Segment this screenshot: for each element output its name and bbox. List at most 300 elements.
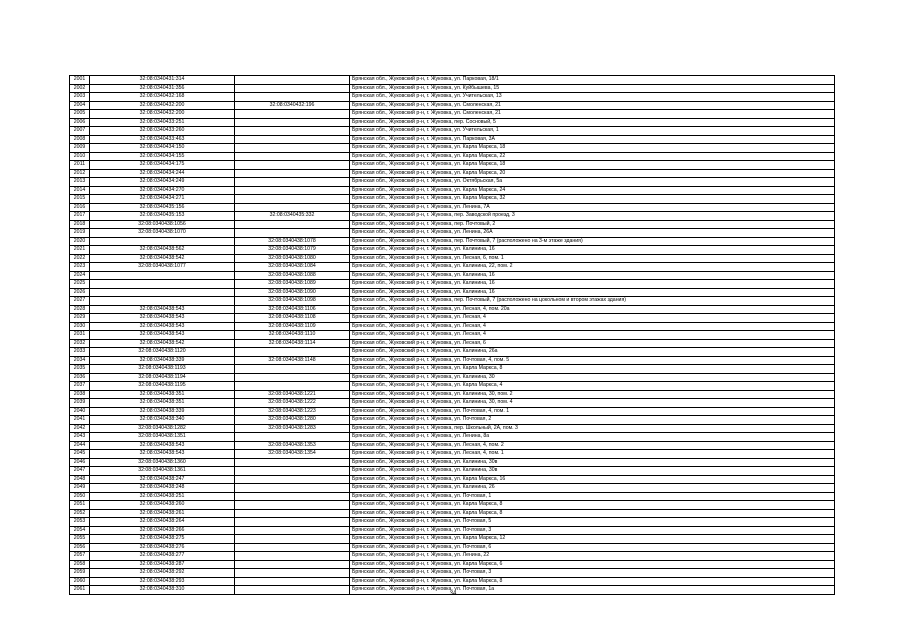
cadastral-number-cell: 32:08:0340438:339 xyxy=(90,356,235,365)
row-number-cell: 2003 xyxy=(70,93,90,102)
cadastral-number-cell xyxy=(90,297,235,306)
parent-cadastral-number-cell: 32:08:0340438:1106 xyxy=(235,305,350,314)
cadastral-number-cell: 32:08:0340434:249 xyxy=(90,178,235,187)
cadastral-number-cell xyxy=(90,237,235,246)
parent-cadastral-number-cell: 32:08:0340438:1098 xyxy=(235,297,350,306)
cadastral-number-cell: 32:08:0340434:271 xyxy=(90,195,235,204)
address-cell: Брянская обл., Жуковский р-н, г. Жуковка, ул. Лесная, 6 xyxy=(350,339,835,348)
address-cell: Брянская обл., Жуковский р-н, г. Жуковка, ул. Почтовая, 3 xyxy=(350,569,835,578)
table-row xyxy=(70,348,835,357)
cadastral-number-cell: 32:08:0340438:562 xyxy=(90,246,235,255)
address-cell: Брянская обл., Жуковский р-н, г. Жуковка, пер. Почтовый, 7 (расположено на цокольном и втором этажах здания) xyxy=(350,297,835,306)
cadastral-number-cell: 32:08:0340438:1193 xyxy=(90,365,235,374)
row-number-cell: 2058 xyxy=(70,560,90,569)
address-cell: Брянская обл., Жуковский р-н, г. Жуковка, ул. Карла Маркса, 22 xyxy=(350,152,835,161)
table-row xyxy=(70,526,835,535)
address-cell: Брянская обл., Жуковский р-н, г. Жуковка, ул. Карла Маркса, 32 xyxy=(350,195,835,204)
parent-cadastral-number-cell xyxy=(235,458,350,467)
table-row xyxy=(70,475,835,484)
parent-cadastral-number-cell: 32:08:0340435:332 xyxy=(235,212,350,221)
address-cell: Брянская обл., Жуковский р-н, г. Жуковка, пер. Школьный, 2А, пом. 3 xyxy=(350,424,835,433)
address-cell: Брянская обл., Жуковский р-н, г. Жуковка, ул. Карла Маркса, 6 xyxy=(350,560,835,569)
address-cell: Брянская обл., Жуковский р-н, г. Жуковка, ул. Почтовая, 4, пом. 5 xyxy=(350,356,835,365)
parent-cadastral-number-cell xyxy=(235,552,350,561)
row-number-cell: 2022 xyxy=(70,254,90,263)
row-number-cell: 2041 xyxy=(70,416,90,425)
address-cell: Брянская обл., Жуковский р-н, г. Жуковка, ул. Ленина, 26А xyxy=(350,229,835,238)
parent-cadastral-number-cell: 32:08:0340438:1114 xyxy=(235,339,350,348)
table-row xyxy=(70,220,835,229)
row-number-cell: 2004 xyxy=(70,101,90,110)
row-number-cell: 2010 xyxy=(70,152,90,161)
address-cell: Брянская обл., Жуковский р-н, г. Жуковка, ул. Калинина, 16 xyxy=(350,280,835,289)
address-cell: Брянская обл., Жуковский р-н, г. Жуковка, ул. Смоленская, 21 xyxy=(350,110,835,119)
row-number-cell: 2046 xyxy=(70,458,90,467)
table-row xyxy=(70,263,835,272)
cadastral-number-cell: 32:08:0340438:1195 xyxy=(90,382,235,391)
table-row xyxy=(70,288,835,297)
row-number-cell: 2033 xyxy=(70,348,90,357)
row-number-cell: 2028 xyxy=(70,305,90,314)
cadastral-number-cell xyxy=(90,271,235,280)
cadastral-number-cell: 32:08:0340438:1282 xyxy=(90,424,235,433)
table-row xyxy=(70,152,835,161)
parent-cadastral-number-cell xyxy=(235,509,350,518)
cadastral-number-cell: 32:08:0340438:261 xyxy=(90,509,235,518)
row-number-cell: 2015 xyxy=(70,195,90,204)
table-row xyxy=(70,322,835,331)
parent-cadastral-number-cell xyxy=(235,144,350,153)
table-row xyxy=(70,280,835,289)
address-cell: Брянская обл., Жуковский р-н, г. Жуковка, ул. Ленина, 7А xyxy=(350,203,835,212)
cadastral-number-cell: 32:08:0340438:1194 xyxy=(90,373,235,382)
address-cell: Брянская обл., Жуковский р-н, г. Жуковка, ул. Карла Маркса, 16 xyxy=(350,475,835,484)
parent-cadastral-number-cell xyxy=(235,560,350,569)
parent-cadastral-number-cell xyxy=(235,543,350,552)
table-row xyxy=(70,169,835,178)
table-row xyxy=(70,407,835,416)
row-number-cell: 2013 xyxy=(70,178,90,187)
address-cell: Брянская обл., Жуковский р-н, г. Жуковка, ул. Карла Маркса, 18 xyxy=(350,161,835,170)
parent-cadastral-number-cell xyxy=(235,84,350,93)
address-cell: Брянская обл., Жуковский р-н, г. Жуковка, ул. Карла Маркса, 8 xyxy=(350,509,835,518)
address-cell: Брянская обл., Жуковский р-н, г. Жуковка, ул. Калинина, 16 xyxy=(350,246,835,255)
parent-cadastral-number-cell: 32:08:0340438:1084 xyxy=(235,263,350,272)
row-number-cell: 2018 xyxy=(70,220,90,229)
table-row xyxy=(70,382,835,391)
row-number-cell: 2049 xyxy=(70,484,90,493)
parent-cadastral-number-cell xyxy=(235,161,350,170)
row-number-cell: 2035 xyxy=(70,365,90,374)
cadastral-number-cell: 32:08:0340438:543 xyxy=(90,450,235,459)
row-number-cell: 2008 xyxy=(70,135,90,144)
address-cell: Брянская обл., Жуковский р-н, г. Жуковка, ул. Карла Маркса, 24 xyxy=(350,186,835,195)
table-row xyxy=(70,492,835,501)
cadastral-number-cell: 32:08:0340438:266 xyxy=(90,526,235,535)
table-row xyxy=(70,101,835,110)
cadastral-number-cell: 32:08:0340434:155 xyxy=(90,152,235,161)
cadastral-number-cell: 32:08:0340438:1120 xyxy=(90,348,235,357)
row-number-cell: 2023 xyxy=(70,263,90,272)
table-row xyxy=(70,178,835,187)
table-row xyxy=(70,314,835,323)
address-cell: Брянская обл., Жуковский р-н, г. Жуковка, ул. Карла Маркса, 18 xyxy=(350,144,835,153)
cadastral-number-cell: 32:08:0340438:543 xyxy=(90,314,235,323)
row-number-cell: 2019 xyxy=(70,229,90,238)
address-cell: Брянская обл., Жуковский р-н, г. Жуковка, ул. Учительская, 1 xyxy=(350,127,835,136)
row-number-cell: 2057 xyxy=(70,552,90,561)
table-row xyxy=(70,416,835,425)
row-number-cell: 2032 xyxy=(70,339,90,348)
row-number-cell: 2042 xyxy=(70,424,90,433)
row-number-cell: 2007 xyxy=(70,127,90,136)
parent-cadastral-number-cell xyxy=(235,203,350,212)
table-row xyxy=(70,305,835,314)
cadastral-number-cell: 32:08:0340433:251 xyxy=(90,118,235,127)
row-number-cell: 2017 xyxy=(70,212,90,221)
address-cell: Брянская обл., Жуковский р-н, г. Жуковка, ул. Калинина, 30 xyxy=(350,373,835,382)
table-row xyxy=(70,458,835,467)
row-number-cell: 2047 xyxy=(70,467,90,476)
cadastral-number-cell: 32:08:0340438:1077 xyxy=(90,263,235,272)
cadastral-number-cell: 32:08:0340438:351 xyxy=(90,390,235,399)
parent-cadastral-number-cell xyxy=(235,118,350,127)
cadastral-number-cell: 32:08:0340438:339 xyxy=(90,407,235,416)
row-number-cell: 2045 xyxy=(70,450,90,459)
address-cell: Брянская обл., Жуковский р-н, г. Жуковка, ул. Почтовая, 5 xyxy=(350,518,835,527)
table-row xyxy=(70,212,835,221)
row-number-cell: 2020 xyxy=(70,237,90,246)
address-cell: Брянская обл., Жуковский р-н, г. Жуковка, пер. Почтовый, 7 (расположено на 3-м этаже здания) xyxy=(350,237,835,246)
address-cell: Брянская обл., Жуковский р-н, г. Жуковка, ул. Карла Маркса, 4 xyxy=(350,382,835,391)
row-number-cell: 2001 xyxy=(70,76,90,85)
address-cell: Брянская обл., Жуковский р-н, г. Жуковка, ул. Почтовая, 4, пом. 1 xyxy=(350,407,835,416)
address-cell: Брянская обл., Жуковский р-н, г. Жуковка, ул. Калинина, 16 xyxy=(350,271,835,280)
row-number-cell: 2034 xyxy=(70,356,90,365)
table-row xyxy=(70,237,835,246)
cadastral-number-cell: 32:08:0340438:542 xyxy=(90,339,235,348)
table-row xyxy=(70,509,835,518)
table-row xyxy=(70,424,835,433)
parent-cadastral-number-cell xyxy=(235,135,350,144)
cadastral-number-cell: 32:08:0340434:244 xyxy=(90,169,235,178)
parent-cadastral-number-cell: 32:08:0340438:1222 xyxy=(235,399,350,408)
table-row xyxy=(70,118,835,127)
cadastral-number-cell: 32:08:0340438:260 xyxy=(90,501,235,510)
cadastral-number-cell: 32:08:0340433:463 xyxy=(90,135,235,144)
cadastral-number-cell: 32:08:0340434:175 xyxy=(90,161,235,170)
address-cell: Брянская обл., Жуковский р-н, г. Жуковка, ул. Ленина, 22 xyxy=(350,552,835,561)
address-cell: Брянская обл., Жуковский р-н, г. Жуковка, ул. Почтовая, 1а xyxy=(350,586,835,595)
address-cell: Брянская обл., Жуковский р-н, г. Жуковка, ул. Парковая, 18/1 xyxy=(350,76,835,85)
address-cell: Брянская обл., Жуковский р-н, г. Жуковка, ул. Парковая, 3А xyxy=(350,135,835,144)
cadastral-number-cell: 32:08:0340431:314 xyxy=(90,76,235,85)
address-cell: Брянская обл., Жуковский р-н, г. Жуковка, ул. Калинина, 30в xyxy=(350,458,835,467)
parent-cadastral-number-cell xyxy=(235,492,350,501)
table-row xyxy=(70,399,835,408)
table-row xyxy=(70,484,835,493)
address-cell: Брянская обл., Жуковский р-н, г. Жуковка, ул. Лесная, 4, пом. 1 xyxy=(350,450,835,459)
parent-cadastral-number-cell xyxy=(235,569,350,578)
address-cell: Брянская обл., Жуковский р-н, г. Жуковка, ул. Карла Маркса, 8 xyxy=(350,501,835,510)
row-number-cell: 2037 xyxy=(70,382,90,391)
table-row xyxy=(70,577,835,586)
table-row xyxy=(70,229,835,238)
cadastral-number-cell: 32:08:0340438:276 xyxy=(90,543,235,552)
parent-cadastral-number-cell: 32:08:0340438:1223 xyxy=(235,407,350,416)
parent-cadastral-number-cell: 32:08:0340438:1108 xyxy=(235,314,350,323)
parent-cadastral-number-cell: 32:08:0340438:1079 xyxy=(235,246,350,255)
address-cell: Брянская обл., Жуковский р-н, г. Жуковка, ул. Учительская, 13 xyxy=(350,93,835,102)
cadastral-number-cell: 32:08:0340438:277 xyxy=(90,552,235,561)
parent-cadastral-number-cell xyxy=(235,348,350,357)
row-number-cell: 2039 xyxy=(70,399,90,408)
row-number-cell: 2061 xyxy=(70,586,90,595)
cadastral-number-cell: 32:08:0340431:356 xyxy=(90,84,235,93)
parent-cadastral-number-cell: 32:08:0340438:1221 xyxy=(235,390,350,399)
address-cell: Брянская обл., Жуковский р-н, г. Жуковка, ул. Калинина, 22, пом. 2 xyxy=(350,263,835,272)
table-row xyxy=(70,569,835,578)
row-number-cell: 2011 xyxy=(70,161,90,170)
cadastral-number-cell: 32:08:0340438:1360 xyxy=(90,458,235,467)
cadastral-number-cell: 32:08:0340432:200 xyxy=(90,101,235,110)
parent-cadastral-number-cell xyxy=(235,186,350,195)
row-number-cell: 2026 xyxy=(70,288,90,297)
parent-cadastral-number-cell xyxy=(235,76,350,85)
parent-cadastral-number-cell xyxy=(235,484,350,493)
table-row xyxy=(70,467,835,476)
parent-cadastral-number-cell xyxy=(235,169,350,178)
row-number-cell: 2009 xyxy=(70,144,90,153)
parent-cadastral-number-cell xyxy=(235,526,350,535)
parent-cadastral-number-cell xyxy=(235,220,350,229)
row-number-cell: 2006 xyxy=(70,118,90,127)
table-row xyxy=(70,254,835,263)
address-cell: Брянская обл., Жуковский р-н, г. Жуковка, ул. Калинина, 30, пом. 4 xyxy=(350,399,835,408)
parent-cadastral-number-cell xyxy=(235,535,350,544)
parent-cadastral-number-cell: 32:08:0340438:1110 xyxy=(235,331,350,340)
address-cell: Брянская обл., Жуковский р-н, г. Жуковка, ул. Калинина, 26а xyxy=(350,348,835,357)
table-row xyxy=(70,560,835,569)
table-row xyxy=(70,331,835,340)
table-row xyxy=(70,76,835,85)
parent-cadastral-number-cell xyxy=(235,152,350,161)
table-row xyxy=(70,501,835,510)
table-row xyxy=(70,390,835,399)
address-cell: Брянская обл., Жуковский р-н, г. Жуковка, ул. Карла Маркса, 8 xyxy=(350,365,835,374)
parent-cadastral-number-cell xyxy=(235,178,350,187)
cadastral-number-cell: 32:08:0340438:310 xyxy=(90,586,235,595)
row-number-cell: 2021 xyxy=(70,246,90,255)
parent-cadastral-number-cell xyxy=(235,93,350,102)
row-number-cell: 2036 xyxy=(70,373,90,382)
parent-cadastral-number-cell xyxy=(235,467,350,476)
parent-cadastral-number-cell: 32:08:0340438:1080 xyxy=(235,254,350,263)
parent-cadastral-number-cell xyxy=(235,373,350,382)
table-row xyxy=(70,433,835,442)
cadastral-number-cell: 32:08:0340435:156 xyxy=(90,203,235,212)
parent-cadastral-number-cell xyxy=(235,433,350,442)
row-number-cell: 2060 xyxy=(70,577,90,586)
address-cell: Брянская обл., Жуковский р-н, г. Жуковка, ул. Карла Маркса, 8 xyxy=(350,577,835,586)
address-cell: Брянская обл., Жуковский р-н, г. Жуковка, ул. Лесная, 6, пом. 1 xyxy=(350,254,835,263)
row-number-cell: 2053 xyxy=(70,518,90,527)
address-cell: Брянская обл., Жуковский р-н, г. Жуковка, ул. Лесная, 4, пом. 2 xyxy=(350,441,835,450)
cadastral-number-cell: 32:08:0340438:1070 xyxy=(90,229,235,238)
address-cell: Брянская обл., Жуковский р-н, г. Жуковка, ул. Карла Маркса, 12 xyxy=(350,535,835,544)
parent-cadastral-number-cell xyxy=(235,382,350,391)
address-cell: Брянская обл., Жуковский р-н, г. Жуковка, ул. Куйбышева, 15 xyxy=(350,84,835,93)
cadastral-number-cell: 32:08:0340438:275 xyxy=(90,535,235,544)
cadastral-number-cell: 32:08:0340438:542 xyxy=(90,254,235,263)
parent-cadastral-number-cell xyxy=(235,195,350,204)
row-number-cell: 2050 xyxy=(70,492,90,501)
table-row xyxy=(70,441,835,450)
parent-cadastral-number-cell xyxy=(235,229,350,238)
cadastral-number-cell: 32:08:0340438:1361 xyxy=(90,467,235,476)
address-cell: Брянская обл., Жуковский р-н, г. Жуковка, ул. Калинина, 30, пом. 2 xyxy=(350,390,835,399)
address-cell: Брянская обл., Жуковский р-н, г. Жуковка, пер. Почтовый, 2 xyxy=(350,220,835,229)
row-number-cell: 2014 xyxy=(70,186,90,195)
parent-cadastral-number-cell: 32:08:0340438:1353 xyxy=(235,441,350,450)
row-number-cell: 2051 xyxy=(70,501,90,510)
table-row xyxy=(70,373,835,382)
cadastral-number-cell: 32:08:0340438:1056 xyxy=(90,220,235,229)
parent-cadastral-number-cell: 32:08:0340438:1148 xyxy=(235,356,350,365)
table-row xyxy=(70,144,835,153)
parent-cadastral-number-cell xyxy=(235,501,350,510)
cadastral-number-cell xyxy=(90,288,235,297)
address-cell: Брянская обл., Жуковский р-н, г. Жуковка, ул. Калинина, 16 xyxy=(350,288,835,297)
table-row xyxy=(70,110,835,119)
table-row xyxy=(70,450,835,459)
row-number-cell: 2052 xyxy=(70,509,90,518)
cadastral-number-cell: 32:08:0340438:543 xyxy=(90,441,235,450)
table-row xyxy=(70,518,835,527)
row-number-cell: 2012 xyxy=(70,169,90,178)
cadastral-number-cell: 32:08:0340438:351 xyxy=(90,399,235,408)
row-number-cell: 2030 xyxy=(70,322,90,331)
parent-cadastral-number-cell xyxy=(235,475,350,484)
cadastral-number-cell: 32:08:0340438:293 xyxy=(90,577,235,586)
registry-table xyxy=(69,75,835,595)
address-cell: Брянская обл., Жуковский р-н, г. Жуковка, пер. Заводской проезд, 3 xyxy=(350,212,835,221)
row-number-cell: 2040 xyxy=(70,407,90,416)
parent-cadastral-number-cell: 32:08:0340438:1088 xyxy=(235,271,350,280)
cadastral-number-cell: 32:08:0340435:153 xyxy=(90,212,235,221)
registry-table-body xyxy=(70,76,835,595)
parent-cadastral-number-cell: 32:08:0340432:196 xyxy=(235,101,350,110)
address-cell: Брянская обл., Жуковский р-н, г. Жуковка, ул. Ленина, 8а xyxy=(350,433,835,442)
row-number-cell: 2059 xyxy=(70,569,90,578)
address-cell: Брянская обл., Жуковский р-н, г. Жуковка, ул. Лесная, 4 xyxy=(350,314,835,323)
table-row xyxy=(70,203,835,212)
row-number-cell: 2044 xyxy=(70,441,90,450)
cadastral-number-cell: 32:08:0340438:340 xyxy=(90,416,235,425)
parent-cadastral-number-cell: 32:08:0340438:1109 xyxy=(235,322,350,331)
row-number-cell: 2055 xyxy=(70,535,90,544)
row-number-cell: 2056 xyxy=(70,543,90,552)
row-number-cell: 2048 xyxy=(70,475,90,484)
cadastral-number-cell: 32:08:0340432:168 xyxy=(90,93,235,102)
table-row xyxy=(70,195,835,204)
table-row xyxy=(70,161,835,170)
row-number-cell: 2025 xyxy=(70,280,90,289)
row-number-cell: 2016 xyxy=(70,203,90,212)
address-cell: Брянская обл., Жуковский р-н, г. Жуковка, ул. Калинина, 26 xyxy=(350,484,835,493)
row-number-cell: 2038 xyxy=(70,390,90,399)
cadastral-number-cell: 32:08:0340438:1351 xyxy=(90,433,235,442)
cadastral-number-cell: 32:08:0340438:251 xyxy=(90,492,235,501)
cadastral-number-cell: 32:08:0340438:543 xyxy=(90,322,235,331)
row-number-cell: 2005 xyxy=(70,110,90,119)
address-cell: Брянская обл., Жуковский р-н, г. Жуковка, ул. Смоленская, 21 xyxy=(350,101,835,110)
address-cell: Брянская обл., Жуковский р-н, г. Жуковка, ул. Лесная, 4 xyxy=(350,322,835,331)
row-number-cell: 2027 xyxy=(70,297,90,306)
cadastral-number-cell: 32:08:0340438:264 xyxy=(90,518,235,527)
cadastral-number-cell xyxy=(90,280,235,289)
table-row xyxy=(70,135,835,144)
cadastral-number-cell: 32:08:0340433:260 xyxy=(90,127,235,136)
table-row xyxy=(70,271,835,280)
parent-cadastral-number-cell xyxy=(235,127,350,136)
row-number-cell: 2031 xyxy=(70,331,90,340)
row-number-cell: 2054 xyxy=(70,526,90,535)
address-cell: Брянская обл., Жуковский р-н, г. Жуковка, ул. Карла Маркса, 20 xyxy=(350,169,835,178)
table-row xyxy=(70,356,835,365)
cadastral-number-cell: 32:08:0340438:292 xyxy=(90,569,235,578)
table-row xyxy=(70,543,835,552)
parent-cadastral-number-cell: 32:08:0340438:1090 xyxy=(235,288,350,297)
cadastral-number-cell: 32:08:0340434:150 xyxy=(90,144,235,153)
table-row xyxy=(70,246,835,255)
parent-cadastral-number-cell: 32:08:0340438:1354 xyxy=(235,450,350,459)
cadastral-number-cell: 32:08:0340438:543 xyxy=(90,305,235,314)
parent-cadastral-number-cell: 32:08:0340438:1089 xyxy=(235,280,350,289)
parent-cadastral-number-cell xyxy=(235,577,350,586)
row-number-cell: 2029 xyxy=(70,314,90,323)
cadastral-number-cell: 32:08:0340438:287 xyxy=(90,560,235,569)
address-cell: Брянская обл., Жуковский р-н, г. Жуковка, ул. Калинина, 30в xyxy=(350,467,835,476)
table-row xyxy=(70,84,835,93)
address-cell: Брянская обл., Жуковский р-н, г. Жуковка, ул. Лесная, 4, пом. 20а xyxy=(350,305,835,314)
cadastral-number-cell: 32:08:0340438:248 xyxy=(90,484,235,493)
address-cell: Брянская обл., Жуковский р-н, г. Жуковка, ул. Почтовая, 3 xyxy=(350,526,835,535)
cadastral-number-cell: 32:08:0340432:200 xyxy=(90,110,235,119)
cadastral-number-cell: 32:08:0340434:270 xyxy=(90,186,235,195)
address-cell: Брянская обл., Жуковский р-н, г. Жуковка, ул. Лесная, 4 xyxy=(350,331,835,340)
address-cell: Брянская обл., Жуковский р-н, г. Жуковка, ул. Почтовая, 1 xyxy=(350,492,835,501)
page-number: 34 xyxy=(449,591,457,597)
table-row xyxy=(70,552,835,561)
table-row xyxy=(70,93,835,102)
parent-cadastral-number-cell xyxy=(235,518,350,527)
cadastral-number-cell: 32:08:0340438:247 xyxy=(90,475,235,484)
address-cell: Брянская обл., Жуковский р-н, г. Жуковка, ул. Почтовая, 2 xyxy=(350,416,835,425)
address-cell: Брянская обл., Жуковский р-н, г. Жуковка, пер. Сосновый, 5 xyxy=(350,118,835,127)
table-row xyxy=(70,297,835,306)
address-cell: Брянская обл., Жуковский р-н, г. Жуковка, ул. Октябрьская, 5а xyxy=(350,178,835,187)
table-row xyxy=(70,535,835,544)
parent-cadastral-number-cell xyxy=(235,110,350,119)
table-row xyxy=(70,186,835,195)
address-cell: Брянская обл., Жуковский р-н, г. Жуковка, ул. Почтовая, 6 xyxy=(350,543,835,552)
row-number-cell: 2024 xyxy=(70,271,90,280)
cadastral-number-cell: 32:08:0340438:543 xyxy=(90,331,235,340)
table-row xyxy=(70,339,835,348)
parent-cadastral-number-cell xyxy=(235,365,350,374)
row-number-cell: 2002 xyxy=(70,84,90,93)
